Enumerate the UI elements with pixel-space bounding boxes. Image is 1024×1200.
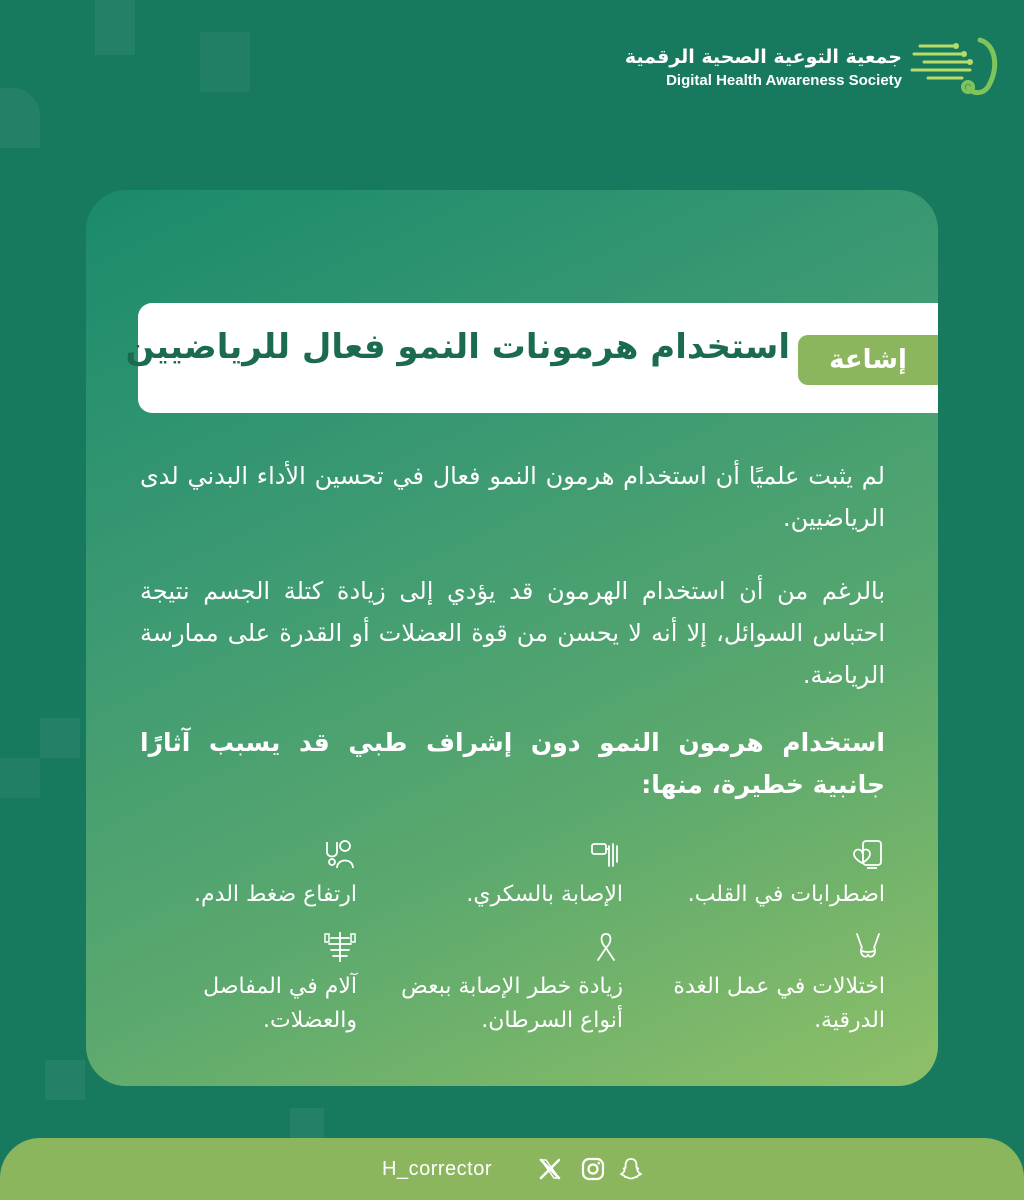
paragraph-explanation: بالرغم من أن استخدام الهرمون قد يؤدي إلى زيادة كتلة الجسم نتيجة احتباس السوائل، إلا أنه لا يحسن من قوة العضلات أو القدرة على ممارسة الرياضة. <box>140 577 885 689</box>
decor-square <box>200 32 250 92</box>
doctor-stethoscope-icon <box>323 838 357 872</box>
cancer-ribbon-icon <box>589 930 623 964</box>
side-effect-label: زيادة خطر الإصابة ببعض أنواع السرطان. <box>401 974 623 1033</box>
stethoscope-lines-logo-icon <box>910 32 1002 102</box>
paragraph-warning: استخدام هرمون النمو دون إشراف طبي قد يسبب آثارًا جانبية خطيرة، منها: <box>140 728 885 799</box>
snapchat-icon[interactable] <box>618 1156 644 1182</box>
heart-monitor-icon <box>851 838 885 872</box>
instagram-icon[interactable] <box>580 1156 606 1182</box>
paragraph-fact: لم يثبت علميًا أن استخدام هرمون النمو فعال في تحسين الأداء البدني لدى الرياضيين. <box>140 462 885 532</box>
rumor-badge: إشاعة <box>798 335 938 385</box>
footer-bar <box>0 1138 1024 1200</box>
side-effect-label: اضطرابات في القلب. <box>687 882 885 907</box>
side-effect-label: ارتفاع ضغط الدم. <box>194 882 357 907</box>
x-icon[interactable] <box>537 1156 563 1182</box>
side-effect-label: آلام في المفاصل والعضلات. <box>203 974 357 1033</box>
social-handle[interactable]: H_corrector <box>382 1158 492 1180</box>
glucose-meter-icon <box>589 838 623 872</box>
decor-square <box>0 88 40 148</box>
decor-square <box>95 0 135 55</box>
decor-square <box>290 1108 324 1138</box>
thyroid-icon <box>851 930 885 964</box>
decor-square <box>45 1060 85 1100</box>
decor-square <box>0 758 40 798</box>
page-title: استخدام هرمونات النمو فعال للرياضيين <box>125 327 790 367</box>
side-effect-label: الإصابة بالسكري. <box>466 882 623 907</box>
logo-name-arabic: جمعية التوعية الصحية الرقمية <box>624 46 902 68</box>
logo-name-english: Digital Health Awareness Society <box>666 72 902 89</box>
side-effect-label: اختلالات في عمل الغدة الدرقية. <box>673 974 885 1033</box>
decor-square <box>40 718 80 758</box>
title-bar <box>125 303 938 413</box>
spine-joints-icon <box>323 930 357 964</box>
society-logo <box>625 44 902 92</box>
